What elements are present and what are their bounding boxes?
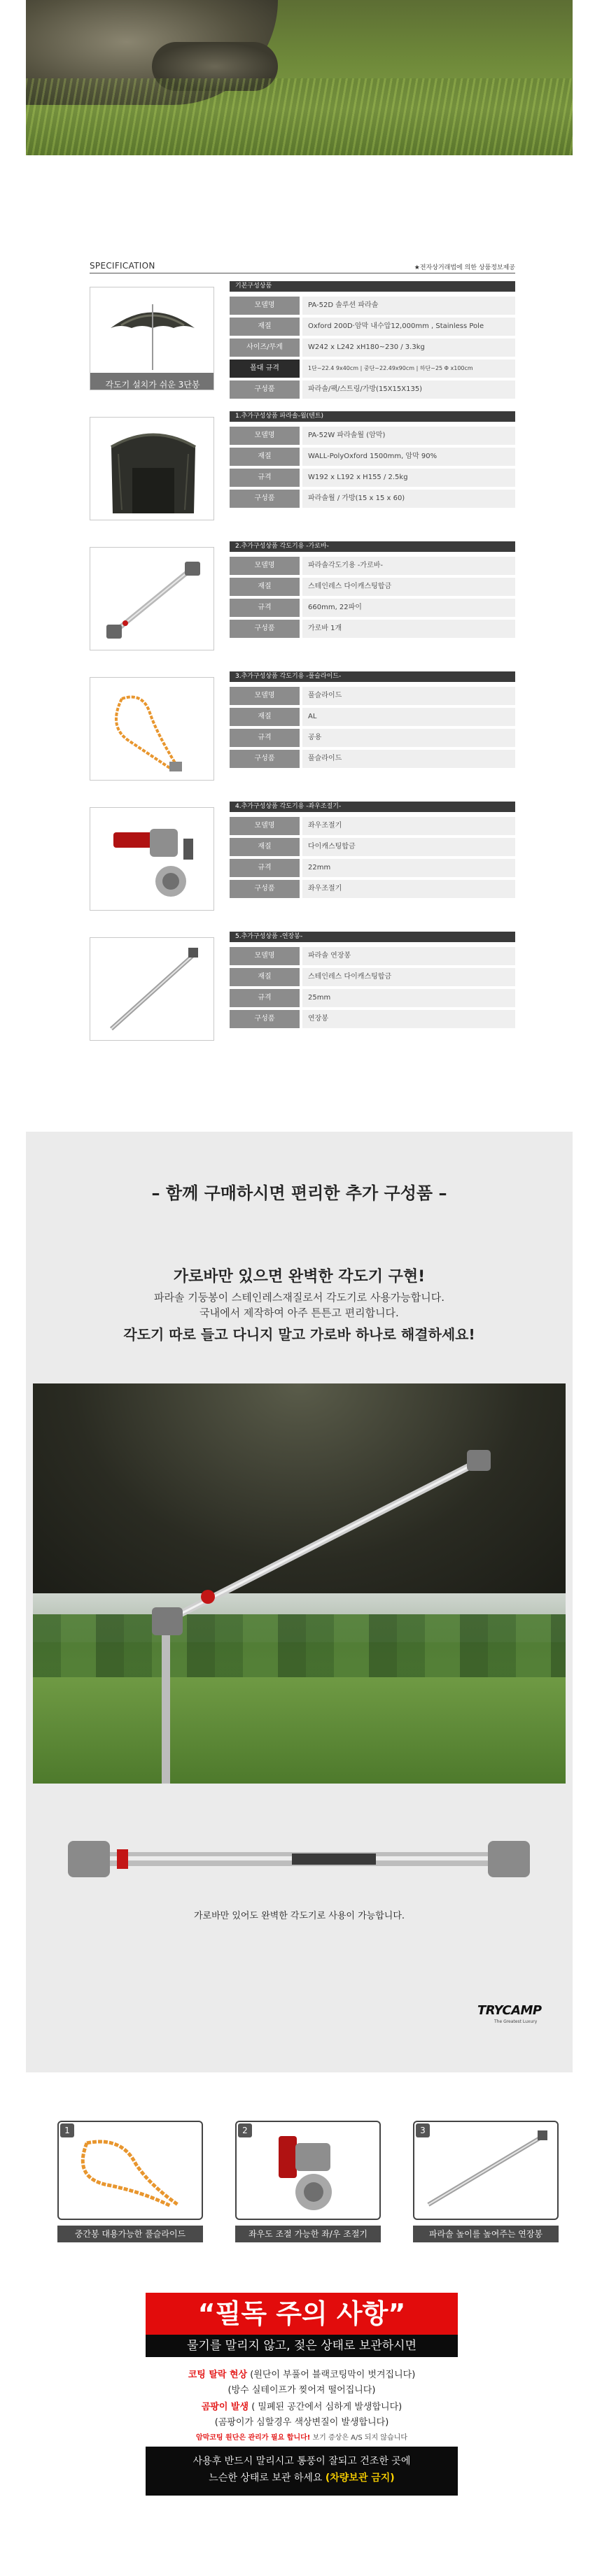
row-value: 풀슬라이드 — [302, 687, 515, 705]
promo-text-1: 파라솔 기둥봉이 스테인레스재질로서 각도기로 사용가능합니다. — [153, 1291, 445, 1304]
row-value: Oxford 200D·암막 내수압12,000mm , Stainless Pole — [302, 318, 515, 336]
footer-text: 느슨한 상태로 보관 하세요 — [209, 2472, 326, 2484]
table-row — [230, 687, 515, 705]
row-key: 규격 — [230, 729, 300, 747]
row-value: 공용 — [302, 729, 515, 747]
row-value: 좌우조절기 — [302, 880, 515, 898]
table-row — [230, 578, 515, 596]
row-value: 다이캐스팅합금 — [302, 838, 515, 856]
table-row — [230, 557, 515, 575]
table-row — [230, 708, 515, 726]
caution-text: 보기 증상은 A/S 되지 않습니다 — [310, 2434, 408, 2442]
table-row — [230, 947, 515, 965]
crossbar-icon — [101, 555, 206, 646]
row-key: 재질 — [230, 968, 300, 986]
block-title: 2.추가구성상품 각도기용 -가로바- — [230, 541, 515, 552]
product-photo — [90, 547, 214, 650]
caution-line-2: (방수 실테이프가 찢어져 떨어집니다) — [227, 2385, 376, 2396]
row-key: 구성품 — [230, 1010, 300, 1028]
table-row — [230, 838, 515, 856]
row-key: 구성품 — [230, 750, 300, 768]
table-row — [230, 360, 515, 378]
block-title: 5.추가구성상품 -연장봉- — [230, 932, 515, 942]
umbrella-icon — [107, 300, 198, 370]
row-value: W192 x L192 x H155 / 2.5kg — [302, 469, 515, 487]
crossbar-in-use-icon — [33, 1383, 566, 1784]
row-value: PA-52D 솔루션 파라솔 — [302, 297, 515, 315]
table-row — [230, 989, 515, 1007]
row-value: 파라솔/팩/스트링/가방(15X15X135) — [302, 380, 515, 399]
spec-header — [90, 261, 515, 272]
tile-image — [57, 2121, 203, 2220]
tile-number: 2 — [238, 2123, 252, 2137]
row-value: W242 x L242 xH180~230 / 3.3kg — [302, 339, 515, 357]
row-key: 재질 — [230, 578, 300, 596]
promo-callout: 각도기 따로 들고 다니지 말고 가로바 하나로 해결하세요! — [123, 1326, 475, 1343]
row-key: 구성품 — [230, 620, 300, 638]
footer-highlight: (차량보관 금지) — [325, 2472, 395, 2484]
tile-full-slide — [57, 2121, 203, 2244]
tile-image — [235, 2121, 381, 2220]
product-photo — [90, 937, 214, 1041]
accessory-tiles — [57, 2121, 559, 2239]
row-value: AL — [302, 708, 515, 726]
caution-text: (원단이 부풀어 블랙코팅막이 벗겨집니다) — [247, 2370, 416, 2380]
table-row — [230, 380, 515, 399]
table-row — [230, 318, 515, 336]
row-key: 구성품 — [230, 380, 300, 399]
hero-photo — [26, 0, 573, 155]
table-row — [230, 1010, 515, 1028]
caution-line-1 — [146, 2367, 458, 2380]
row-value: 1단~22.4 9x40cm | 중단~22.49x90cm | 하단~25 Φ x100cm — [302, 360, 515, 378]
table-row — [230, 448, 515, 466]
row-key: 구성품 — [230, 880, 300, 898]
row-value: 연장봉 — [302, 1010, 515, 1028]
row-key: 구성품 — [230, 490, 300, 508]
spec-table — [230, 297, 515, 401]
row-key: 재질 — [230, 708, 300, 726]
row-value: 좌우조절기 — [302, 817, 515, 835]
brand-logo — [477, 2003, 561, 2031]
row-key: 규격 — [230, 469, 300, 487]
footer-line-2 — [146, 2470, 458, 2484]
tent-icon — [104, 426, 202, 517]
caution-red-label: 코팅 탈락 현상 — [188, 2370, 248, 2380]
tile-label: 좌우도 조절 가능한 좌/우 조절기 — [235, 2226, 381, 2242]
table-row — [230, 490, 515, 508]
product-photo — [90, 807, 214, 911]
row-key: 규격 — [230, 859, 300, 877]
extension-pole-icon — [101, 945, 206, 1036]
promo-heading: – 함께 구매하시면 편리한 추가 구성품 – — [151, 1183, 447, 1203]
usage-photo — [33, 1383, 566, 1784]
tile-label: 파라솔 높이를 높여주는 연장봉 — [413, 2226, 559, 2242]
table-row — [230, 968, 515, 986]
product-photo — [90, 417, 214, 520]
promo-text-2: 국내에서 제작하여 아주 튼튼고 편리합니다. — [200, 1307, 399, 1319]
table-row — [230, 880, 515, 898]
row-value: 파라솔각도기용 -가로바- — [302, 557, 515, 575]
row-key: 모델명 — [230, 297, 300, 315]
caution-red-label: 곰팡이 발생 — [201, 2402, 249, 2412]
logo-wordmark: TRYCAMP — [477, 2003, 542, 2018]
caution-red-label: 암막코팅 원단은 관리가 필요 합니다! — [195, 2434, 311, 2442]
caution-text: ( 밀폐된 공간에서 심하게 발생합니다) — [248, 2402, 402, 2412]
caution-line-4: (곰팡이가 심할경우 색상변질이 발생합니다) — [214, 2417, 389, 2428]
product-caption: 각도기 설치가 쉬운 3단봉 — [90, 373, 214, 390]
table-row — [230, 427, 515, 445]
caution-line-3 — [146, 2399, 458, 2412]
crossbar-product-icon — [61, 1831, 538, 1887]
grass — [26, 78, 573, 155]
row-value: PA-52W 파라솔월 (암막) — [302, 427, 515, 445]
spec-table — [230, 817, 515, 901]
row-value: WALL-PolyOxford 1500mm, 암막 90% — [302, 448, 515, 466]
row-value: 22mm — [302, 859, 515, 877]
block-title: 3.추가구성상품 각도기용 -풀슬라이드- — [230, 671, 515, 682]
row-key: 모델명 — [230, 557, 300, 575]
spec-table — [230, 557, 515, 641]
extension-pole-icon — [414, 2122, 557, 2219]
row-key: 재질 — [230, 448, 300, 466]
caution-footer — [146, 2447, 458, 2496]
row-value: 풀슬라이드 — [302, 750, 515, 768]
table-row — [230, 599, 515, 617]
adjuster-icon — [237, 2122, 379, 2219]
footer-line-1: 사용후 반드시 말리시고 통풍이 잘되고 건조한 곳에 — [192, 2456, 411, 2467]
table-row — [230, 339, 515, 357]
row-value: 파라솔월 / 가방(15 x 15 x 60) — [302, 490, 515, 508]
product-photo — [90, 287, 214, 390]
spec-table — [230, 427, 515, 511]
row-key: 규격 — [230, 989, 300, 1007]
caution-line-5 — [146, 2431, 458, 2442]
caution-subtitle: 물기를 말리지 않고, 젖은 상태로 보관하시면 — [146, 2335, 458, 2357]
row-value: 파라솔 연장봉 — [302, 947, 515, 965]
tile-number: 1 — [60, 2123, 74, 2137]
block-title: 1.추가구성상품 파라솔-월(텐트) — [230, 411, 515, 422]
row-value: 스테인레스 다이캐스팅합금 — [302, 968, 515, 986]
row-value: 25mm — [302, 989, 515, 1007]
row-key: 재질 — [230, 838, 300, 856]
promo-subheading: 가로바만 있으면 완벽한 각도기 구현! — [173, 1268, 426, 1286]
row-key: 재질 — [230, 318, 300, 336]
table-row — [230, 859, 515, 877]
spec-notice: ★전자상거래법에 의한 상품정보제공 — [414, 264, 515, 271]
block-title: 4.추가구성상품 각도기용 -좌우조절기- — [230, 802, 515, 812]
promo-section — [26, 1132, 573, 2072]
tile-label: 중간봉 대용가능한 풀슬라이드 — [57, 2226, 203, 2242]
row-value: 스테인레스 다이캐스팅합금 — [302, 578, 515, 596]
crossbar-caption: 가로바만 있어도 완벽한 각도기로 사용이 가능합니다. — [193, 1911, 405, 1921]
adjuster-icon — [101, 815, 206, 906]
caution-title: “필독 주의 사항” — [146, 2293, 458, 2335]
table-row — [230, 620, 515, 638]
row-key: 모델명 — [230, 817, 300, 835]
table-row — [230, 297, 515, 315]
row-value: 660mm, 22파이 — [302, 599, 515, 617]
spec-title: SPECIFICATION — [90, 261, 155, 271]
tile-number: 3 — [416, 2123, 430, 2137]
row-key: 규격 — [230, 599, 300, 617]
block-title: 기본구성상품 — [230, 281, 515, 292]
tile-extension — [413, 2121, 559, 2244]
row-key: 사이즈/무게 — [230, 339, 300, 357]
rope-icon — [59, 2122, 202, 2219]
table-row — [230, 729, 515, 747]
row-key: 모델명 — [230, 687, 300, 705]
spec-table — [230, 947, 515, 1031]
tile-adjuster — [235, 2121, 381, 2244]
row-key: 모델명 — [230, 947, 300, 965]
table-row — [230, 750, 515, 768]
spec-table — [230, 687, 515, 771]
row-key: 모델명 — [230, 427, 300, 445]
row-value: 가로바 1개 — [302, 620, 515, 638]
row-key: 폴대 규격 — [230, 360, 300, 378]
table-row — [230, 469, 515, 487]
rope-icon — [101, 685, 206, 776]
tile-image — [413, 2121, 559, 2220]
product-photo — [90, 677, 214, 781]
table-row — [230, 817, 515, 835]
logo-tagline: The Greatest Luxury — [494, 2019, 538, 2024]
